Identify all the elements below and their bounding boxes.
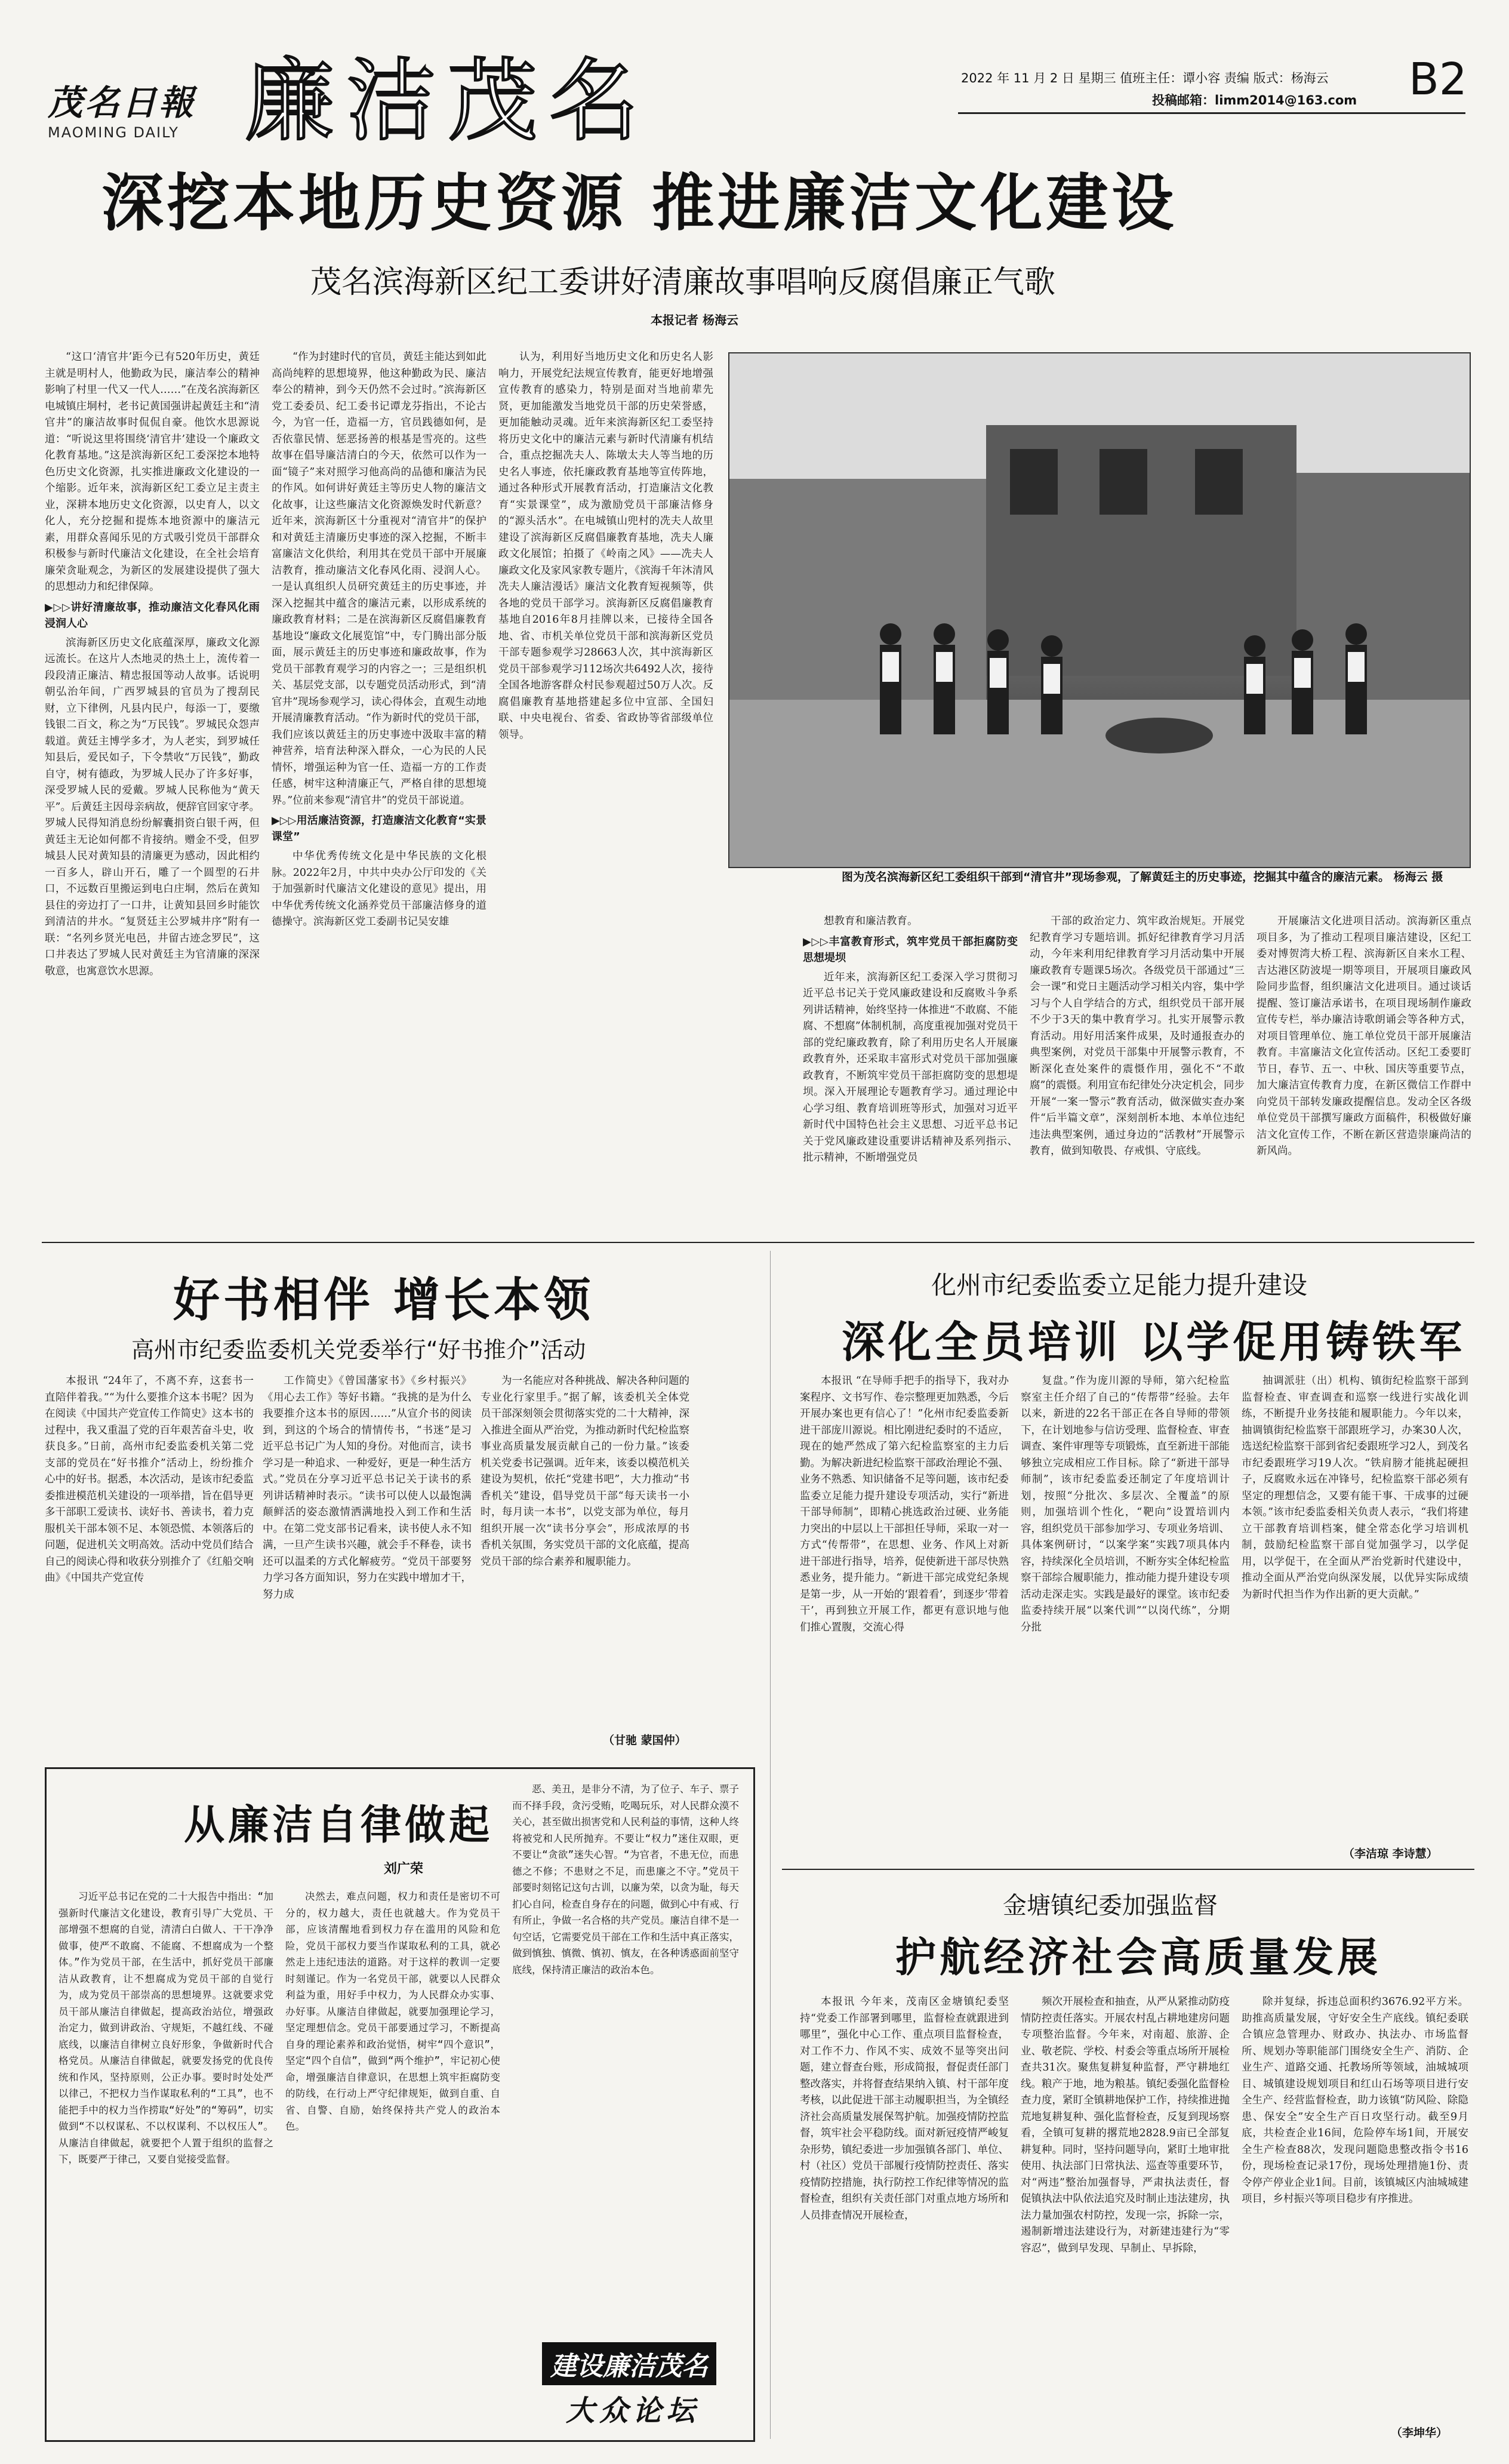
lead-col5-para: 干部的政治定力、筑牢政治规矩。开展党纪教育学习专题培训。抓好纪律教育学习月活动，今年来利用纪律教育学习月活动集中开展廉政教育专题课5场次。各级党员干部通过“三会一课”和党日主题活动学习相关内容，集中学习与个人自学结合的方式，组织党员干部开展不少于3天的集中教育学习。扎实开展警示教育活动。用好用活案件成果，及时通报查办的典型案例，对党员干部集中开展警示教育，不断深化查处案件的震慑作用，强化不“不敢腐”的震慑。利用宣布纪律处分决定机会，同步开展“一案一警示”教育活动，做深做实查办案件“后半篇文章”，深刻剖析本地、本单位违纪违法典型案例，通过身边的“活教材”开展警示教育，做到知敬畏、存戒惧、守底线。 bbox=[1030, 915, 1245, 1157]
jintang-col2-para: 频次开展检查和抽查，从严从紧推动防疫情防控责任落实。开展农村乱占耕地建房问题专项整治监督。今年来，对南超、旅游、企业、敬老院、学校、村委会等重点场所开展检查共31次。聚焦复耕复种监督，严守耕地红线。粮产于地，地为粮基。镇纪委强化监督检查力度，紧盯全镇耕地保护工作，持续推进抛荒地复耕复种、强化监督检查，反复到现场察看，全镇可复耕的撂荒地2828.9亩已全部复耕复种。同时，坚持问题导向，紧盯土地审批使用、执法部门日常执法、巡查等重要环节，对“两违”整治加强督导，严肃执法责任，督促镇执法中队依法追究及时制止违法建房，执法力量加强农村防控，发现一宗，拆除一宗，遏制新增违法建设行为，对新建违建行为“零容忍”，做到早发现、早制止、早拆除， bbox=[1021, 1996, 1230, 2254]
jintang-col1-para: 本报讯 今年来，茂南区金塘镇纪委坚持“党委工作部署到哪里，监督检查就跟进到哪里”，强化中心工作、重点项目监督检查，对工作不力、作风不实、成效不显等突出问题，建立督查台账，形成简报，督促责任部门整改落实，并将督查结果纳入镇、村干部年度考核，以此促进干部主动履职担当，为全镇经济社会高质量发展保驾护航。加强疫情防控监督，筑牢社会平稳防线。面对新冠疫情严峻复杂形势，镇纪委进一步加强镇各部门、单位、村（社区）党员干部履行疫情防控责任、落实疫情防控措施，执行防控工作纪律等情况的监督检查，组织有关责任部门对重点地方场所和人员排查情况开展检查， bbox=[800, 1996, 1009, 2222]
section-divider-2 bbox=[782, 1869, 1474, 1870]
book-subheadline: 高州市纪委监委机关党委举行“好书推介”活动 bbox=[131, 1337, 586, 1363]
lead-col-4 bbox=[803, 913, 1018, 1224]
jintang-credit: （李坤华） bbox=[1391, 2426, 1448, 2440]
forum-badge bbox=[542, 2342, 733, 2426]
book-col3-para: 为一名能应对各种挑战、解决各种问题的专业化行家里手。”据了解，该委机关全体党员干部深刻领会贯彻落实党的二十大精神，深入推进全面从严治党，为推动新时代纪检监察事业高质量发展贡献自己的一份力量。”该委机关党委书记强调。近年来，该委以模范机关建设为契机，依托“党建书吧”，大力推动“书香机关”建设，倡导党员干部“每天读书一小时，每月读一本书”，以党支部为单位，每月组织开展一次“读书分享会”，形成浓厚的书香机关氛围，务实党员干部的文化底蕴，提高党员干部的综合素养和履职能力。 bbox=[481, 1375, 689, 1568]
lead-subhead-1: ▶▷▷讲好清廉故事，推动廉洁文化春风化雨浸润人心 bbox=[45, 601, 260, 630]
lead-photo-caption: 图为茂名滨海新区纪工委组织干部到“清官井”现场参观，了解黄廷主的历史事迹，挖掘其中蕴含的廉洁元素。 杨海云 摄 bbox=[842, 870, 1443, 884]
lead-byline: 本报记者 杨海云 bbox=[651, 313, 738, 327]
section-divider-1 bbox=[42, 1242, 1474, 1243]
vertical-divider bbox=[770, 1251, 771, 2439]
forum-badge-line2: 大众论坛 bbox=[566, 2394, 700, 2428]
book-credit: （甘驰 蒙国仲） bbox=[603, 1734, 686, 1747]
essay-author: 刘广荣 bbox=[384, 1862, 424, 1877]
email-line: 投稿邮箱：limm2014@163.com bbox=[1152, 93, 1357, 107]
photo-scene bbox=[729, 353, 1470, 867]
lead-col6-para: 开展廉洁文化进项目活动。滨海新区重点项目多，为了推动工程项目廉洁建设，区纪工委对博贺湾大桥工程、滨海新区自来水工程、吉达港区防波堤一期等项目，开展项目廉政风险同步监督，组织廉洁文化进项目。通过谈话提醒、签订廉洁承诺书，在项目现场制作廉政宣传专栏，举办廉洁诗歌朗诵会等各种方式，对项目管理单位、施工单位党员干部开展廉洁教育。丰富廉洁文化宣传活动。区纪工委要盯节日，春节、五一、中秋、国庆等重要节点，加大廉洁宣传教育力度，在新区微信工作群中向党员干部转发廉政提醒信息。发动全区各级单位党员干部撰写廉政方面稿件，积极做好廉洁文化宣传工作，不断在新区营造崇廉尚洁的新风尚。 bbox=[1257, 915, 1471, 1157]
lead-subhead-3: ▶▷▷丰富教育形式，筑牢党员干部拒腐防变思想堤坝 bbox=[803, 935, 1018, 964]
training-col-3 bbox=[1242, 1373, 1468, 1839]
lead-col2-para: “作为封建时代的官员，黄廷主能达到如此高尚纯粹的思想境界，他这种勤政为民、廉洁奉公的精神，到今天仍然不会过时。”滨海新区党工委委员、纪工委书记谭龙芬指出，不论古今，为官一任，造福一方，官员践德如何，是否依靠民情、惩恶扬善的根基是雪亮的。这些故事在倡导廉洁清白的今天，依然可以作为一面“镜子”来对照学习他高尚的品德和廉洁为民的作风。如何讲好黄廷主等历史人物的廉洁文化故事，让这些廉洁文化资源焕发时代新意？近年来，滨海新区十分重视对“清官井”的保护和对黄廷主清廉历史事迹的深入挖掘，不断丰富廉洁文化供给，利用其在党员干部中开展廉洁教育，推动廉洁文化春风化雨、浸润人心。一是认真组织人员研究黄廷主的历史事迹，并深入挖掘其中蕴含的廉洁元素，以形成系统的廉政教育材料；二是在滨海新区反腐倡廉教育基地设“廉政文化展览馆”中，专门腾出部分版面，展示黄廷主的历史事迹和廉政故事，作为党员干部教育观学习的内容之一；三是组织机关、基层党支部，以专题党员活动形式，到“清官井”现场参观学习，读心得体会，直观生动地开展清廉教育活动。“作为新时代的党员干部，我们应该以黄廷主的历史事迹中汲取丰富的精神营养，培育法种深入群众，一心为民的人民情怀，增强运种为官一任、造福一方的工作责任感，树牢这种清廉正气，严格自律的思想境界。”位前来参观“清官井”的党员干部说道。 bbox=[272, 351, 486, 807]
jintang-headline: 护航经济社会高质量发展 bbox=[895, 1934, 1382, 1982]
lead-col4b-para: 近年来，滨海新区纪工委深入学习贯彻习近平总书记关于党风廉政建设和反腐败斗争系列讲话精神，始终坚持一体推进“不敢腐、不能腐、不想腐”体制机制，高度重视加强对党员干部的党纪廉政教育，除了利用历史名人开展廉政教育外，还采取丰富形式对党员干部加强廉政教育，不断筑牢党员干部拒腐防变的思想堤坝。深入开展理论专题教育学习。通过理论中心学习组、教育培训班等形式，加强对习近平新时代中国特色社会主义思想、习近平总书记关于党风廉政建设重要讲话精神及系列指示、批示精神，不断增强党员 bbox=[803, 971, 1018, 1164]
lead-col3-para: 认为，利用好当地历史文化和历史名人影响力，开展党纪法规宣传教育，能更好地增强宣传教育的感染力，特别是面对当地前辈先贤，更加能激发当地党员干部的历史荣誉感，更加能触动灵魂。近年来滨海新区纪工委坚持将历史文化中的廉洁元素与新时代清廉有机结合，重点挖掘冼夫人、陈墩太夫人等当地的历史名人事迹，依托廉政教育基地等宣传阵地，通过各种形式开展教育活动，打造廉洁文化教育“实景课堂”，成为激励党员干部廉洁修身的“源头活水”。在电城镇山兜村的冼夫人故里建设了滨海新区反腐倡廉教育基地，冼夫人廉政文化展馆；拍摄了《岭南之风》——冼夫人廉政文化及家风家教专题片，《滨海千年沐清风 冼夫人廉洁漫话》廉洁文化教育短视频等，供各地的党员干部学习。滨海新区反腐倡廉教育基地自2016年8月挂牌以来，已接待全国各地、省、市机关单位党员干部和滨海新区党员干部专题参观学习28663人次，其中滨海新区党员干部参观学习112场次共6492人次，接待全国各地游客群众村民参观超过50万人次。反腐倡廉教育基地搭建起多位中宣部、全国妇联、中央电视台、省委、省政协等省部级单位领导。 bbox=[498, 351, 713, 741]
training-col3-para: 抽调派驻（出）机构、镇街纪检监察干部到监督检查、审查调查和巡察一线进行实战化训练，不断提升业务技能和履职能力。今年以来，抽调镇街纪检监察干部跟班学习，办案30人次，选送纪检监察干部到省纪委跟班学习2人，到茂名市纪委跟班学习19人次。“铁肩膀才能挑起硬担子，反腐败永远在冲锋号，纪检监察干部必须有坚定的理想信念，又要有能干事、干成事的过硬本领。”该市纪委监委相关负责人表示，“我们将建立干部教育培训档案，健全常态化学习培训机制，鼓励纪检监察干部自觉加强学习，以学促用，以学促干，在全面从严治党新时代建设中，推动全面从严治党向纵深发展，以优异实际成绩为新时代担当作为作出新的更大贡献。” bbox=[1242, 1375, 1468, 1601]
essay-col1-para: 习近平总书记在党的二十大报告中指出：“加强新时代廉洁文化建设，教育引导广大党员、干部增强不想腐的自觉，清清白白做人、干干净净做事，使严不敢腐、不能腐、不想腐成为一个整体。”作为党员干部，在生活中，抓好党员干部廉洁从政教育，让不想腐成为党员干部的自觉行为，成为党员干部崇高的思想境界。这就要求党员干部从廉洁自律做起，提高政治站位，增强政治定力，做到讲政治、守规矩，不越红线、不碰底线，以廉洁自律树立良好形象，争做新时代合格党员。从廉洁自律做起，就要发扬党的优良传统和作风，坚持原则，公正办事。要时时处处严以律己，不把权力当作谋取私利的“工具”，也不能把手中的权力当作捞取“好处”的“筹码”，切实做到“不以权谋私、不以权谋利、不以权压人”。从廉洁自律做起，就要把个人置于组织的监督之下，既要严于律己，又要自觉接受监督。 bbox=[58, 1891, 273, 2165]
jintang-col3-para: 除并复绿，拆违总面积约3676.92平方米。助推高质量发展，守好安全生产底线。镇纪委联合镇应急管理办、财政办、执法办、市场监督所、规划办等职能部门围绕安全生产、消防、企业生产、道路交通、托教场所等领域，油城城项目、城镇建设规划项目和红山石场等项目进行安全生产、经营监督检查，助力该镇“防风险、除隐患、保安全”安全生产百日攻坚行动。截至9月底，共检查企业16间，危险停车场1间，开展安全生产检查88次，发现问题隐患整改指令书16份，现场检查记录17份，现场处理措施1份、责令停产停业企业1间。目前，该镇城区内油城城建项目，乡村振兴等项目稳步有序推进。 bbox=[1242, 1996, 1468, 2205]
lead-col-6 bbox=[1257, 913, 1471, 1224]
masthead-rule bbox=[958, 112, 1465, 114]
training-col1-para: 本报讯 “在导师手把手的指导下，我对办案程序、文书写作、卷宗整理更加熟悉，今后开展办案也更有信心了！”化州市纪委监委新进干部庞川源说。相比刚进纪委时的不适应，现在的她严然成了第六纪检监察室的主力后勤。为解决新进纪检监察干部政治理论不强、业务不熟悉、知识储备不足等问题，该市纪委监委立足能力提升建设专项活动，实行“新进干部导师制”，即精心挑选政治过硬、业务能力突出的中层以上干部担任导师，采取一对一方式“传帮带”，在思想、业务、作风上对新进干部进行指导，培养，促使新进干部尽快熟悉业务，提升能力。“新进干部完成党纪条规是第一步，从一开始的‘跟着看’，到逐步‘带着干’，再到独立开展工作，都更有意识地与他们推心置腹，交流心得 bbox=[800, 1375, 1009, 1634]
lead-col-1 bbox=[45, 349, 260, 1227]
training-headline: 深化全员培训 以学促用铸铁军 bbox=[842, 1316, 1466, 1367]
essay-headline: 从廉洁自律做起 bbox=[184, 1801, 494, 1849]
lead-col2b-para: 中华优秀传统文化是中华民族的文化根脉。2022年2月，中共中央办公厅印发的《关于加强新时代廉洁文化建设的意见》提出，用中华优秀传统文化涵养党员干部廉洁修身的道德操守。滨海新区党工委副书记吴安雄 bbox=[272, 850, 486, 928]
paper-logo: 茂名日報 bbox=[48, 82, 196, 123]
training-col-1 bbox=[800, 1373, 1009, 1863]
lead-col-3 bbox=[498, 349, 713, 1227]
page-number: B2 bbox=[1409, 54, 1467, 105]
lead-col1b-para: 滨海新区历史文化底蕴深厚，廉政文化源远流长。在这片人杰地灵的热土上，流传着一段段清正廉洁、精忠报国等动人故事。话说明朝弘治年间，广西罗城县的官员为了搜刮民财，立下律例，凡县内民户，每添一丁，要缴钱银二百文，称之为“万民钱”。罗城民众怨声载道。黄廷主博学多才，为人老实，到罗城任知县后，爱民如子，下令禁收“万民钱”，勤政自守，树有德政，为罗城人民办了许多好事，深受罗城人民的爱戴。罗城人民称他为“黄天平”。后黄廷主因母亲病故，便辞官回家守孝。罗城人民得知消息纷纷解囊捐资白银千两，但黄廷主无论如何都不肯接纳。赠金不受，但罗城县人民对黄知县的清廉更为感动，因此相约一百多人，辟山开石，雕了一个圆型的石井口，不远数百里搬运到电白庄垌，然后在黄知县住的旁边打了一口井，让黄知县回乡时能饮到清洁的井水。“复贤廷主公罗城井序”附有一联：“名列乡贤光电邑，井留古迹念罗民”，这口井表达了罗城人民对黄廷主为官清廉的深深敬意，也寓意饮水思源。 bbox=[45, 636, 260, 977]
lead-col4-para: 想教育和廉洁教育。 bbox=[824, 915, 918, 927]
essay-col-1 bbox=[58, 1888, 273, 2426]
lead-col-5 bbox=[1030, 913, 1245, 1224]
book-col1-para: 本报讯 “24年了，不离不弃，这套书一直陪伴着我。”“为什么要推介这本书呢？因为在阅读《中国共产党宣传工作简史》这本书的过程中，我又重温了党的百年艰苦奋斗史，收获良多。”日前，高州市纪委监委机关第二党支部的党员在“好书推介”活动上，纷纷推介心中的好书。据悉，本次活动，是该市纪委监委推进模范机关建设的一项举措，旨在倡导更多干部职工爱读书、读好书、善读书，着力克服机关干部本领不足、本领恐慌、本领落后的问题，促进机关文明高效。活动中党员们结合自己的阅读心得和收获分别推介了《红船交响曲》《中国共产党宣传 bbox=[45, 1375, 254, 1584]
essay-col2-para: 决然去，难点问题，权力和责任是密切不可分的，权力越大，责任也就越大。作为党员干部，应该清醒地看到权力存在滥用的风险和危险，党员干部权力要当作谋取私利的工具，就必然走上违纪违法的道路。对于这样的教训一定要时刻谨记。作为一名党员干部，就要以人民群众利益为重，用好手中权力，为人民群众办实事、办好事。从廉洁自律做起，就要加强理论学习，坚定理想信念。党员干部要通过学习，不断提高自身的理论素养和政治觉悟，树牢“四个意识”，坚定“四个自信”，做到“两个维护”，牢记初心使命，增强廉洁自律意识，在思想上筑牢拒腐防变的防线，在行动上严守纪律规矩，做到自重、自省、自警、自励，始终保持共产党人的政治本色。 bbox=[285, 1891, 500, 2132]
essay-box bbox=[45, 1767, 755, 2442]
lead-headline: 深挖本地历史资源 推进廉洁文化建设 bbox=[101, 166, 1178, 239]
paper-logo-en: MAOMING DAILY bbox=[48, 124, 179, 141]
lead-col1-para: “这口‘清官井’距今已有520年历史，黄廷主就是明村人，他勤政为民，廉洁奉公的精神影响了村里一代又一代人……”在茂名滨海新区电城镇庄垌村，老书记黄国强讲起黄廷主和“清官井”的廉洁故事时侃侃自豪。他饮水思源说道：“听说这里将围绕‘清官井’建设一个廉政文化教育基地。”这是滨海新区纪工委深挖本地特色历史文化资源，扎实推进廉政文化建设的一个缩影。近年来，滨海新区纪工委立足主责主业，深耕本地历史文化资源，以史育人，以文化人，充分挖掘和提炼本地资源中的廉洁元素，用群众喜闻乐见的方式吸引党员干部群众积极参与新时代廉洁文化建设，在全社会培育廉荣贪耻观念，为新区的发展建设提供了强大的思想动力和纪律保障。 bbox=[45, 351, 260, 593]
lead-photo bbox=[728, 352, 1471, 868]
lead-col-2 bbox=[272, 349, 486, 1227]
essay-col-3 bbox=[512, 1781, 739, 2330]
training-col-2 bbox=[1021, 1373, 1230, 1863]
jintang-col-1 bbox=[800, 1994, 1009, 2436]
essay-col-2 bbox=[285, 1888, 500, 2426]
training-kicker: 化州市纪委监委立足能力提升建设 bbox=[931, 1271, 1308, 1300]
jintang-col-3 bbox=[1242, 1994, 1468, 2412]
book-col-3 bbox=[481, 1373, 689, 1731]
lead-subheadline: 茂名滨海新区纪工委讲好清廉故事唱响反腐倡廉正气歌 bbox=[310, 264, 1056, 300]
lead-subhead-2: ▶▷▷用活廉洁资源，打造廉洁文化教育“实景课堂” bbox=[272, 814, 486, 843]
jintang-kicker: 金塘镇纪委加强监督 bbox=[1003, 1892, 1218, 1919]
essay-col3-para: 恶、美丑，是非分不清，为了位子、车子、票子而不择手段，贪污受贿，吃喝玩乐，对人民群众漠不关心，甚至做出损害党和人民利益的事情，这种人终将被党和人民所抛弃。不要让“权力”迷住双眼，更不要让“贪欲”迷失心智。“为官者，不患无位，而患德之不修；不患财之不足，而患廉之不守。”党员干部要时刻铭记这句古训，以廉为荣，以贪为耻，每天扪心自问，检查自身存在的问题，做到心中有戒、行有所止，争做一名合格的共产党员。廉洁自律不是一句空话，它需要党员干部在工作和生活中真正落实，做到慎独、慎微、慎初、慎友，在各种诱惑面前坚守底线，保持清正廉洁的政治本色。 bbox=[512, 1783, 739, 1976]
book-headline: 好书相伴 增长本领 bbox=[173, 1273, 595, 1327]
training-col2-para: 复盘。”作为庞川源的导师，第六纪检监察室主任介绍了自己的“传帮带”经验。去年以来，新进的22名干部正在各自导师的带领下，在计划地参与信访受理、监督检查、审查调查、案件审理等专项锻炼，直至新进干部能够独立完成相应工作目标。除了“新进干部导师制”，该市纪委监委还制定了年度培训计划，按照“分批次、多层次、全覆盖”的原则，加强培训个性化，“靶向”设置培训内容，组织党员干部参加学习、专项业务培训、具体案例研讨，“以案学案”实践7项具体内容，持续深化全员培训，不断夯实全体纪检监察干部综合履职能力，推动能力提升建设专项活动走深走实。实践是最好的课堂。该市纪委监委持续开展“以案代训”“以岗代练”，分期分批 bbox=[1021, 1375, 1230, 1634]
section-title: 廉洁茂名 bbox=[245, 50, 651, 153]
training-credit: （李洁琼 李诗慧） bbox=[1343, 1847, 1438, 1860]
jintang-col-2 bbox=[1021, 1994, 1230, 2436]
masthead bbox=[42, 24, 1474, 153]
date-line: 2022 年 11 月 2 日 星期三 值班主任：谭小容 责编 版式：杨海云 bbox=[961, 71, 1329, 85]
book-col-1 bbox=[45, 1373, 254, 1743]
book-col2-para: 工作简史》《曾国藩家书》《乡村振兴》《用心去工作》等好书籍。“我挑的是为什么我要推介这本书的原因……”从宣介书的阅读到，到这的个场合的情情传书，“书迷”是习近平总书记广为人知的身份。对他而言，读书学习是一种追求、一种爱好，更是一种生活方式。”党员在分享习近平总书记关于读书的系列讲话精神时表示。“读书可以使人以最饱满颠鲜活的姿态激情洒满地投入到工作和生活中。在第二党支部书记看来，读书使人永不知满，一旦产生读书兴趣，就会手不释卷，读书还可以温柔的方式化解疲劳。“党员干部要努力学习各方面知识，努力在实践中增加才干，努力成 bbox=[263, 1375, 472, 1601]
book-col-2 bbox=[263, 1373, 472, 1743]
forum-badge-line1: 建设廉洁茂名 bbox=[542, 2342, 716, 2385]
